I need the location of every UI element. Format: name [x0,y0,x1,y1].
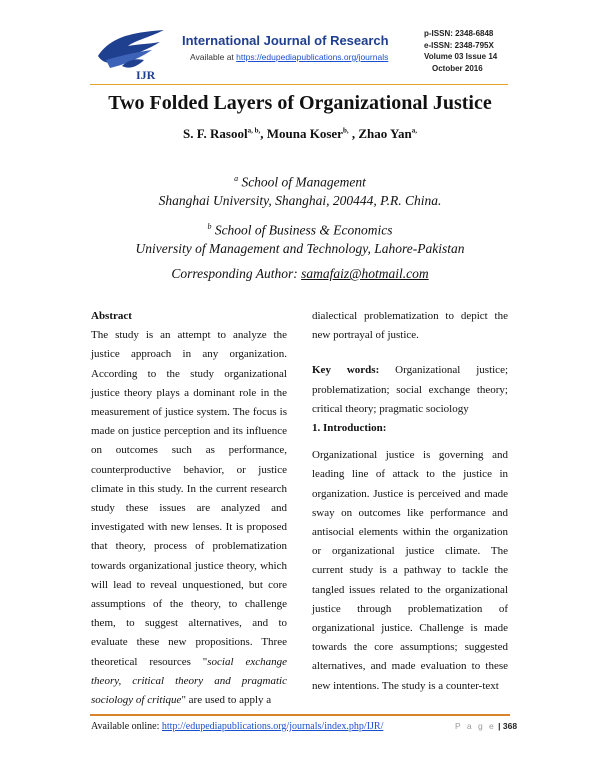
right-column [312,307,508,696]
author-list [0,126,600,142]
abstract-continued: dialectical problematization to depict the new portrayal of justice. [312,310,508,342]
logo-text: IJR [136,68,156,82]
author-affil-sup: b, [342,126,349,135]
journal-logo [92,26,170,82]
page-label: P a g e [455,721,496,731]
affiliation-b [0,218,600,258]
issn-block [424,28,534,74]
volume-issue: Volume 03 Issue 14 [424,52,498,61]
journal-title: International Journal of Research [182,33,389,48]
author-sep: , [348,126,359,141]
page-separator: | [495,721,503,731]
author-name: S. F. Rasool [183,126,248,141]
author-sep: , [260,126,267,141]
affiliation-a [0,170,600,210]
footer-availability [91,721,383,732]
footer-rule [90,714,510,716]
affil-line1: School of Business & Economics [211,222,393,238]
corresponding-author [0,265,600,283]
keywords-text: Organizational justice; problematization; social exchange theory; critical theory; pragmatic sociology [312,364,509,415]
journal-url-link[interactable]: https://edupediapublications.org/journals [236,52,389,62]
author-affil-sup: a, [411,126,417,135]
available-online-label: Available online: [91,721,162,732]
issn-print: p-ISSN: 2348-6848 [424,29,494,38]
spacer [312,345,508,361]
affil-sup: a [234,174,239,183]
issue-date: October 2016 [432,63,483,73]
abstract-heading: Abstract [91,310,132,322]
header-rule [90,84,508,85]
affil-line1: School of Management [238,174,366,190]
left-column [91,307,287,710]
issn-electronic: e-ISSN: 2348-795X [424,40,494,50]
abstract-text-part: " are used to apply a [181,694,272,707]
corresponding-label: Corresponding Author: [171,266,302,281]
intro-text: Organizational justice is governing and leading line of attack to the justice in organization. Justice is perceived and made sway on outcomes like performance and antisocial elements within the organization or organizational justice climate. The current study is a pathway to tackle the tangled issues related to the organizational justice through problematization of organizational justice. Challenge is made towards the core assumptions; suggested alternatives, and made evaluation to these new intentions. The study is a counter-text [312,449,508,692]
corresponding-email-link[interactable]: samafaiz@hotmail.com [301,266,429,281]
intro-heading: 1. Introduction: [312,422,387,435]
keywords-label: Key words: [312,364,380,377]
author-name: Zhao Yan [358,126,412,141]
abstract-italic: social exchange theory, critical theory and pragmatic sociology of critique [91,655,287,707]
journal-availability [190,52,388,62]
affil-sup: b [207,222,212,231]
affil-line2: Shanghai University, Shanghai, 200444, P.R. China. [158,192,442,208]
available-at-label: Available at [190,52,234,62]
page-indicator [455,721,517,731]
paper-title: Two Folded Layers of Organizational Justice [108,92,492,114]
affil-line2: University of Management and Technology, Lahore-Pakistan [135,240,465,256]
abstract-text-part: The study is an attempt to analyze the justice approach in any organization. According to the study organizational justice theory plays a dominant role in the measurement of justice system. The focus is made on justice perception and its influence on outcomes such as performance, counterproductive behavior, or justice climate in this study. In the current research study these issues are analyzed and investigated with new lenses. It is proposed that theory, process of problematization towards organizational justice theory, which will lead to reveal unquestioned, but core assumptions of the theory, to challenge them, to suggest alternatives, and to evaluate these new propositions. Three theoretical resources " [91,329,287,668]
keywords [312,361,508,419]
abstract-text [91,326,287,710]
spacer [312,438,508,446]
author-affil-sup: a, b, [247,126,261,135]
author-name: Mouna Koser [266,126,343,141]
page-number: 368 [502,721,518,731]
available-online-link[interactable]: http://edupediapublications.org/journals/index.php/IJR/ [161,721,384,732]
